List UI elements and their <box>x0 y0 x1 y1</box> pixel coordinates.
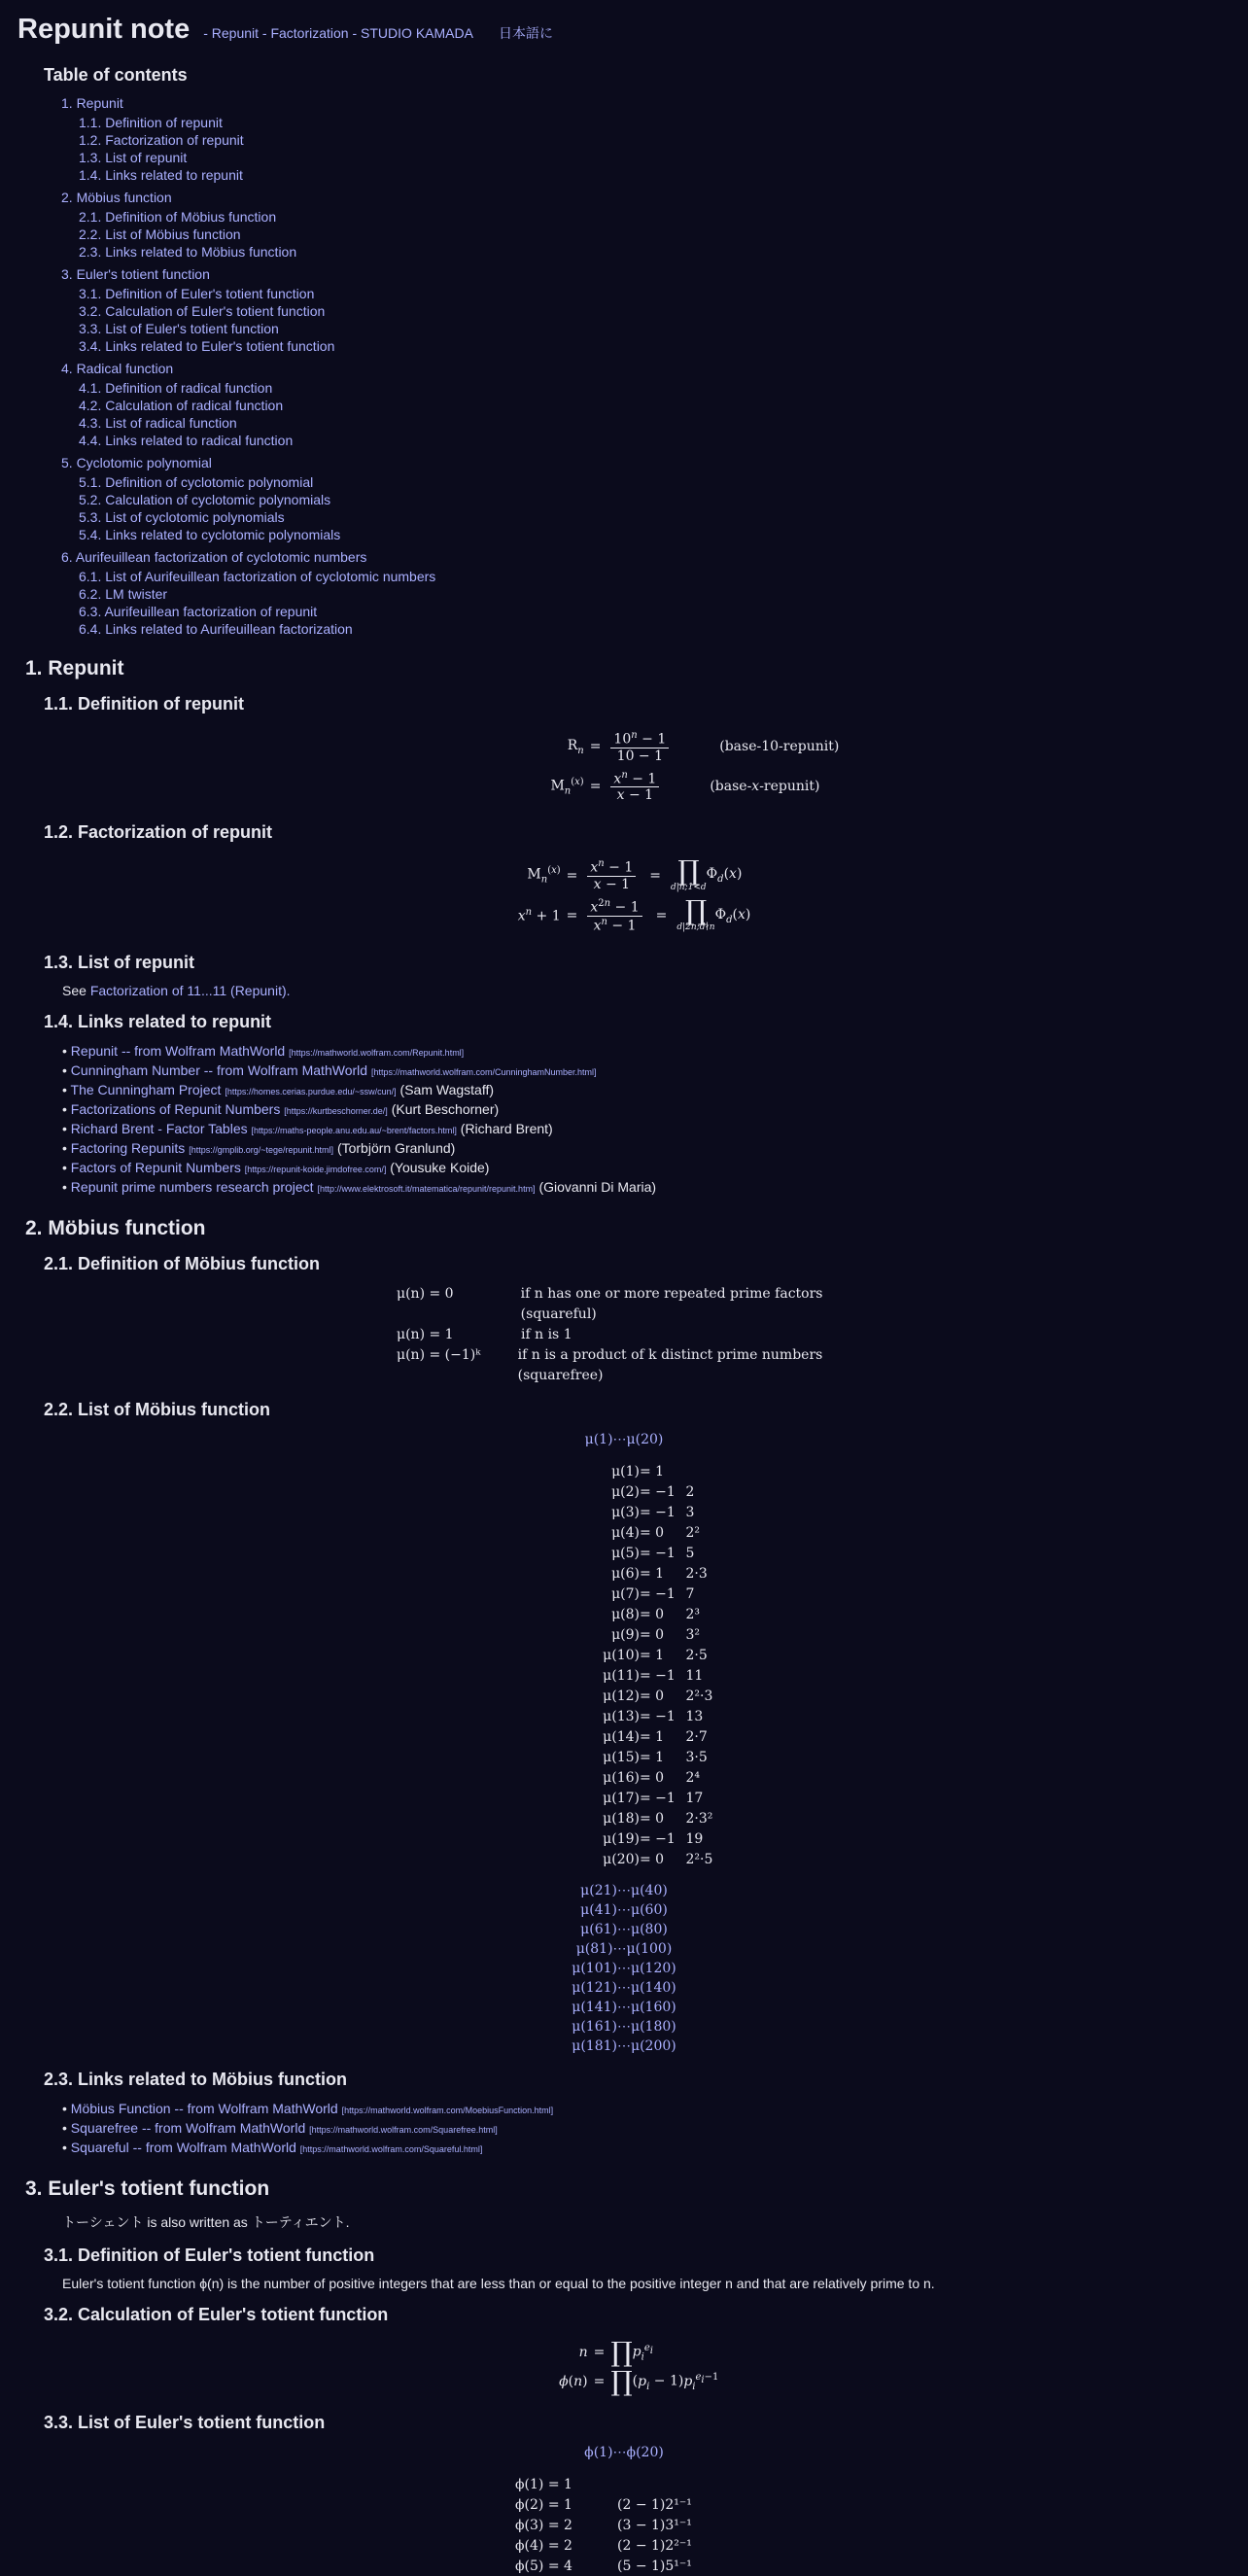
toc-section <box>61 549 1231 638</box>
mobius-row <box>547 1481 732 1502</box>
mobius-value: = 1 <box>640 1728 665 1745</box>
mobius-row <box>547 1461 732 1481</box>
mobius-factorization: 2·3² <box>685 1810 713 1827</box>
mobius-row <box>547 1624 732 1645</box>
mobius-argument: μ(13) <box>603 1708 640 1724</box>
mobius-row <box>547 1726 732 1747</box>
mobius-row <box>547 1563 732 1584</box>
mobius-row <box>547 1849 732 1869</box>
toc-section-link[interactable]: 4. Radical function <box>61 361 174 376</box>
toc-item-link[interactable]: 3.2. Calculation of Euler's totient function <box>79 303 326 319</box>
toc-item-link[interactable]: 1.3. List of repunit <box>79 150 188 165</box>
mobius-factorization: 2³ <box>685 1606 701 1622</box>
toc-item-link[interactable]: 3.4. Links related to Euler's totient function <box>79 338 335 354</box>
toc-section <box>61 266 1231 355</box>
link-item: • Factors of Repunit Numbers [https://repunit-koide.jimdofree.com/] (Yousuke Koide) <box>62 1160 490 1176</box>
mobius-ranges <box>17 1881 1231 2056</box>
section-3-1-title: 3.1. Definition of Euler's totient function <box>44 2245 375 2266</box>
section-3-title: 3. Euler's totient function <box>25 2177 270 2201</box>
toc-item-link[interactable]: 6.3. Aurifeuillean factorization of repunit <box>79 604 318 619</box>
totient-note: トーシェント is also written as トーティエント. <box>62 2214 350 2231</box>
mobius-range-link[interactable]: μ(81)⋯μ(100) <box>575 1941 673 1958</box>
mobius-range-link[interactable]: μ(141)⋯μ(160) <box>572 2000 676 2016</box>
totient-value: ϕ(2) = 1 <box>515 2496 572 2513</box>
mobius-value: = 0 <box>640 1606 665 1622</box>
toc-section <box>61 95 1231 184</box>
mobius-list-head <box>17 1430 1231 1449</box>
toc-section <box>61 455 1231 543</box>
toc-item-link[interactable]: 4.2. Calculation of radical function <box>79 398 284 413</box>
section-1-4-title: 1.4. Links related to repunit <box>44 1012 272 1032</box>
mobius-value: = −1 <box>640 1483 676 1500</box>
mobius-row <box>547 1706 732 1726</box>
link-url: [https://mathworld.wolfram.com/CunninghamNumber.html] <box>370 1067 597 1078</box>
totient-row <box>515 2474 826 2494</box>
mobius-argument: μ(3) <box>611 1504 640 1520</box>
mobius-value: = 0 <box>640 1626 665 1643</box>
page-header <box>17 14 1231 46</box>
mobius-row <box>547 1767 732 1788</box>
toc-section <box>61 190 1231 261</box>
mobius-range-link[interactable]: μ(1)⋯μ(20) <box>584 1432 664 1448</box>
link-author: (Yousuke Koide) <box>390 1160 490 1176</box>
toc-item-link[interactable]: 5.4. Links related to cyclotomic polynomials <box>79 527 341 542</box>
link-item: • The Cunningham Project [https://homes.cerias.purdue.edu/~ssw/cun/] (Sam Wagstaff) <box>62 1082 495 1098</box>
external-link[interactable]: Factorizations of Repunit Numbers <box>70 1101 281 1118</box>
external-link[interactable]: Squareful -- from Wolfram MathWorld <box>70 2140 296 2156</box>
toc-item-link[interactable]: 6.1. List of Aurifeuillean factorization of cyclotomic numbers <box>79 569 436 584</box>
mobius-factorization: 17 <box>685 1790 704 1806</box>
link-author: (Richard Brent) <box>460 1121 553 1137</box>
link-url: [http://www.elektrosoft.it/matematica/repunit/repunit.htm] <box>317 1184 536 1195</box>
mobius-row <box>547 1502 732 1522</box>
mobius-factorization: 13 <box>685 1708 704 1724</box>
section-1-1-title: 1.1. Definition of repunit <box>44 694 244 714</box>
mobius-argument: μ(4) <box>611 1524 640 1541</box>
mobius-value: = 0 <box>640 1688 665 1704</box>
link-item: • Factoring Repunits [https://gmplib.org/~tege/repunit.html] (Torbjörn Granlund) <box>62 1140 456 1157</box>
mobius-case-value: μ(n) = (−1)ᵏ <box>397 1347 481 1364</box>
link-item: • Factorizations of Repunit Numbers [https://kurtbeschorner.de/] (Kurt Beschorner) <box>62 1101 500 1118</box>
mobius-factorization: 2⁴ <box>685 1769 701 1786</box>
toc-item-link[interactable]: 5.3. List of cyclotomic polynomials <box>79 509 285 525</box>
section-2-title: 2. Möbius function <box>25 1217 206 1240</box>
table-of-contents <box>44 65 1231 638</box>
mobius-row <box>547 1604 732 1624</box>
toc-item-link[interactable]: 4.3. List of radical function <box>79 415 237 431</box>
mobius-argument: μ(7) <box>611 1585 640 1602</box>
mobius-value: = 0 <box>640 1851 665 1867</box>
mobius-value: = 1 <box>640 1749 665 1765</box>
toc-item-link[interactable]: 4.4. Links related to radical function <box>79 433 294 448</box>
mobius-argument: μ(6) <box>611 1565 640 1582</box>
mobius-argument: μ(9) <box>611 1626 640 1643</box>
mobius-row <box>547 1788 732 1808</box>
link-item: • Squareful -- from Wolfram MathWorld [https://mathworld.wolfram.com/Squareful.html] <box>62 2140 483 2156</box>
mobius-factorization: 2·3 <box>685 1565 708 1582</box>
mobius-row <box>547 1828 732 1849</box>
section-1-title: 1. Repunit <box>25 657 124 679</box>
section-2-2-title: 2.2. List of Möbius function <box>44 1400 270 1420</box>
mobius-value: = 0 <box>640 1769 665 1786</box>
toc-section <box>61 361 1231 449</box>
mobius-range-link[interactable]: μ(121)⋯μ(140) <box>572 1980 676 1997</box>
link-item: • Möbius Function -- from Wolfram MathWorld [https://mathworld.wolfram.com/MoebiusFunction.html] <box>62 2101 554 2117</box>
mobius-case-row <box>397 1325 902 1345</box>
mobius-row <box>547 1584 732 1604</box>
section-2-1-title: 2.1. Definition of Möbius function <box>44 1254 320 1274</box>
toc-item-link[interactable]: 5.1. Definition of cyclotomic polynomial <box>79 474 314 490</box>
mobius-factorization: 7 <box>685 1585 695 1602</box>
toc-item-link[interactable]: 2.1. Definition of Möbius function <box>79 209 277 225</box>
site-title: Repunit note <box>17 14 191 45</box>
mobius-argument: μ(12) <box>603 1688 640 1704</box>
toc-item-link[interactable]: 6.4. Links related to Aurifeuillean factorization <box>79 621 353 637</box>
link-url: [https://repunit-koide.jimdofree.com/] <box>244 1165 387 1175</box>
totient-definition: Euler's totient function ϕ(n) is the number of positive integers that are less than or equal to the positive integer n and that are relatively prime to n. <box>62 2276 935 2292</box>
totient-row <box>515 2515 826 2535</box>
mobius-case-row <box>397 1284 902 1325</box>
mobius-list <box>547 1461 732 1869</box>
mobius-factorization: 3·5 <box>685 1749 708 1765</box>
mobius-argument: μ(11) <box>603 1667 640 1684</box>
toc-item-link[interactable]: 2.2. List of Möbius function <box>79 226 241 242</box>
mobius-case-condition: if n has one or more repeated prime factors (squareful) <box>520 1286 823 1323</box>
mobius-factorization: 3 <box>685 1504 695 1520</box>
mobius-range-link[interactable]: μ(41)⋯μ(60) <box>580 1902 668 1919</box>
mobius-factorization: 2·7 <box>685 1728 708 1745</box>
link-url: [https://mathworld.wolfram.com/Squarefree.html] <box>309 2125 498 2136</box>
mobius-value: = 1 <box>640 1647 665 1663</box>
totient-value: ϕ(1) = 1 <box>515 2476 572 2492</box>
mobius-factorization: 11 <box>685 1667 704 1684</box>
mobius-case-row <box>397 1345 902 1386</box>
totient-row <box>515 2494 826 2515</box>
mobius-factorization: 5 <box>685 1545 695 1561</box>
mobius-definition <box>397 1284 902 1386</box>
toc-item-link[interactable]: 1.1. Definition of repunit <box>79 115 223 130</box>
mobius-argument: μ(17) <box>603 1790 640 1806</box>
toc-item-link[interactable]: 6.2. LM twister <box>79 586 168 602</box>
external-link[interactable]: Cunningham Number -- from Wolfram MathWorld <box>70 1062 368 1079</box>
mobius-argument: μ(19) <box>603 1830 640 1847</box>
link-item: • Richard Brent - Factor Tables [https://maths-people.anu.edu.au/~brent/factors.html] (Richard Brent) <box>62 1121 553 1137</box>
external-link[interactable]: Factors of Repunit Numbers <box>70 1160 241 1176</box>
toc-item-link[interactable]: 4.1. Definition of radical function <box>79 380 273 396</box>
link-url: [https://mathworld.wolfram.com/Squareful.html] <box>299 2144 483 2155</box>
mobius-row <box>547 1522 732 1543</box>
totient-formula: (2 − 1)2²⁻¹ <box>617 2537 692 2554</box>
toc-section-link[interactable]: 5. Cyclotomic polynomial <box>61 455 212 470</box>
toc-section-link[interactable]: 6. Aurifeuillean factorization of cyclotomic numbers <box>61 549 367 565</box>
repunit-definition: $R_n$ = $\frac{10^n - 1}{10 - 1}$ (base-10-repunit) $M_n^{(x)}$ = $\frac{x^n - 1}{x - 1}$ (base-𝑥-repunit) <box>550 730 840 804</box>
mobius-row <box>547 1808 732 1828</box>
toc-item-link[interactable]: 3.3. List of Euler's totient function <box>79 321 279 336</box>
mobius-row <box>547 1686 732 1706</box>
external-link[interactable]: Richard Brent - Factor Tables <box>70 1121 248 1137</box>
mobius-value: = −1 <box>640 1708 676 1724</box>
mobius-argument: μ(18) <box>603 1810 640 1827</box>
mobius-argument: μ(14) <box>603 1728 640 1745</box>
mobius-range-link[interactable]: μ(161)⋯μ(180) <box>572 2019 676 2036</box>
external-link[interactable]: Factoring Repunits <box>70 1140 186 1157</box>
toc-section-link[interactable]: 1. Repunit <box>61 95 123 111</box>
mobius-value: = 1 <box>640 1463 665 1479</box>
totient-formula: (2 − 1)2¹⁻¹ <box>617 2496 692 2513</box>
totient-range-link[interactable]: ϕ(1)⋯ϕ(20) <box>584 2445 664 2461</box>
mobius-case-value: μ(n) = 1 <box>397 1327 454 1343</box>
link-item: • Cunningham Number -- from Wolfram MathWorld [https://mathworld.wolfram.com/CunninghamNumber.html] <box>62 1062 597 1079</box>
mobius-value: = −1 <box>640 1830 676 1847</box>
mobius-argument: μ(16) <box>603 1769 640 1786</box>
mobius-row <box>547 1543 732 1563</box>
link-url: [https://mathworld.wolfram.com/MoebiusFunction.html] <box>341 2106 554 2116</box>
mobius-factorization: 2 <box>685 1483 695 1500</box>
link-item: • Repunit -- from Wolfram MathWorld [https://mathworld.wolfram.com/Repunit.html] <box>62 1043 465 1060</box>
link-item: • Squarefree -- from Wolfram MathWorld [https://mathworld.wolfram.com/Squarefree.html] <box>62 2120 498 2137</box>
totient-row <box>515 2535 826 2556</box>
toc-item-link[interactable]: 3.1. Definition of Euler's totient function <box>79 286 315 301</box>
toc-heading: Table of contents <box>44 65 188 85</box>
totient-value: ϕ(5) = 4 <box>515 2558 572 2574</box>
totient-list-head <box>17 2443 1231 2462</box>
mobius-argument: μ(10) <box>603 1647 640 1663</box>
link-author: (Kurt Beschorner) <box>391 1101 500 1118</box>
mobius-value: = −1 <box>640 1545 676 1561</box>
link-author: (Sam Wagstaff) <box>399 1082 495 1098</box>
external-link[interactable]: Repunit -- from Wolfram MathWorld <box>70 1043 286 1060</box>
toc-section-link[interactable]: 3. Euler's totient function <box>61 266 210 282</box>
repunit-list-note: See Factorization of 11...11 (Repunit). <box>62 983 291 999</box>
totient-row <box>515 2556 826 2576</box>
mobius-argument: μ(20) <box>603 1851 640 1867</box>
external-link[interactable]: The Cunningham Project <box>70 1082 222 1098</box>
link-url: [https://maths-people.anu.edu.au/~brent/factors.html] <box>251 1126 457 1136</box>
link-url: [https://gmplib.org/~tege/repunit.html] <box>189 1145 334 1156</box>
mobius-factorization: 2²·5 <box>685 1851 713 1867</box>
link-url: [https://homes.cerias.purdue.edu/~ssw/cun/] <box>225 1087 397 1097</box>
mobius-argument: μ(8) <box>611 1606 640 1622</box>
toc-item-link[interactable]: 2.3. Links related to Möbius function <box>79 244 297 260</box>
mobius-value: = −1 <box>640 1504 676 1520</box>
mobius-case-condition: if n is a product of k distinct prime numbers (squarefree) <box>517 1347 823 1384</box>
mobius-value: = −1 <box>640 1667 676 1684</box>
mobius-factorization: 2² <box>685 1524 701 1541</box>
link-author: (Torbjörn Granlund) <box>336 1140 456 1157</box>
mobius-argument: μ(5) <box>611 1545 640 1561</box>
totient-formula: (5 − 1)5¹⁻¹ <box>617 2558 692 2574</box>
external-link[interactable]: Repunit prime numbers research project <box>70 1179 314 1196</box>
link-url: [https://kurtbeschorner.de/] <box>284 1106 388 1117</box>
section-1-3-title: 1.3. List of repunit <box>44 953 195 973</box>
mobius-value: = 1 <box>640 1565 665 1582</box>
mobius-range-link[interactable]: μ(21)⋯μ(40) <box>580 1883 668 1899</box>
link-item: • Repunit prime numbers research project [http://www.elektrosoft.it/matematica/repunit/repunit.htm] (Giovanni Di Maria) <box>62 1179 657 1196</box>
mobius-value: = −1 <box>640 1585 676 1602</box>
mobius-case-condition: if n is 1 <box>521 1327 572 1343</box>
mobius-argument: μ(2) <box>611 1483 640 1500</box>
mobius-factorization: 3² <box>685 1626 701 1643</box>
toc-item-link[interactable]: 1.4. Links related to repunit <box>79 167 243 183</box>
mobius-row <box>547 1747 732 1767</box>
japanese-language-link[interactable]: 日本語に <box>498 25 553 41</box>
mobius-range-link[interactable]: μ(101)⋯μ(120) <box>572 1961 676 1977</box>
section-3-2-title: 3.2. Calculation of Euler's totient function <box>44 2305 389 2325</box>
mobius-value: = 0 <box>640 1524 665 1541</box>
section-2-3-title: 2.3. Links related to Möbius function <box>44 2070 348 2090</box>
mobius-range-link[interactable]: μ(181)⋯μ(200) <box>572 2038 676 2055</box>
external-link[interactable]: Squarefree -- from Wolfram MathWorld <box>70 2120 306 2137</box>
toc-section-link[interactable]: 2. Möbius function <box>61 190 172 205</box>
mobius-factorization: 2·5 <box>685 1647 708 1663</box>
mobius-case-value: μ(n) = 0 <box>397 1286 454 1303</box>
repunit-factorization: $M_n^{(x)}$ = $\frac{x^n - 1}{x - 1}$ = ∏ d|n;1<d $\Phi_d(x)$ $x^n + 1$ = $\frac{x^{2n} - 1}{x^n - 1}$ = ∏ d|2n;d∤n $\Phi_d(x)$ <box>517 853 751 934</box>
base-x-note: (base-𝑥-repunit) <box>710 778 820 794</box>
link-url: [https://mathworld.wolfram.com/Repunit.html] <box>289 1048 465 1059</box>
repunit-factorization-link[interactable]: Factorization of 11...11 (Repunit). <box>89 983 291 999</box>
repunit-links-list <box>62 1042 1231 1198</box>
mobius-range-link[interactable]: μ(61)⋯μ(80) <box>580 1922 668 1938</box>
mobius-argument: μ(1) <box>611 1463 640 1479</box>
toc-list <box>44 95 1231 638</box>
mobius-value: = 0 <box>640 1810 665 1827</box>
totient-calculation: n = ∏ $p_i^{e_i}$ ϕ(n) = ∏ $(p_i - 1)p_i^{e_i-1}$ <box>559 2336 719 2398</box>
mobius-value: = −1 <box>640 1790 676 1806</box>
mobius-factorization: 19 <box>685 1830 704 1847</box>
totient-value: ϕ(3) = 2 <box>515 2517 572 2533</box>
mobius-factorization: 2²·3 <box>685 1688 713 1704</box>
toc-item-link[interactable]: 1.2. Factorization of repunit <box>79 132 244 148</box>
section-1-2-title: 1.2. Factorization of repunit <box>44 822 273 843</box>
totient-formula: (3 − 1)3¹⁻¹ <box>617 2517 692 2533</box>
base-10-note: (base-10-repunit) <box>719 739 840 755</box>
toc-item-link[interactable]: 5.2. Calculation of cyclotomic polynomials <box>79 492 331 507</box>
site-subtitle-link[interactable]: - Repunit - Factorization - STUDIO KAMADA <box>203 25 473 41</box>
mobius-row <box>547 1645 732 1665</box>
link-author: (Giovanni Di Maria) <box>538 1179 657 1196</box>
external-link[interactable]: Möbius Function -- from Wolfram MathWorld <box>70 2101 338 2117</box>
section-3-3-title: 3.3. List of Euler's totient function <box>44 2413 326 2433</box>
mobius-argument: μ(15) <box>603 1749 640 1765</box>
mobius-row <box>547 1665 732 1686</box>
totient-list <box>515 2474 826 2576</box>
mobius-links-list <box>62 2100 1231 2158</box>
totient-value: ϕ(4) = 2 <box>515 2537 572 2554</box>
